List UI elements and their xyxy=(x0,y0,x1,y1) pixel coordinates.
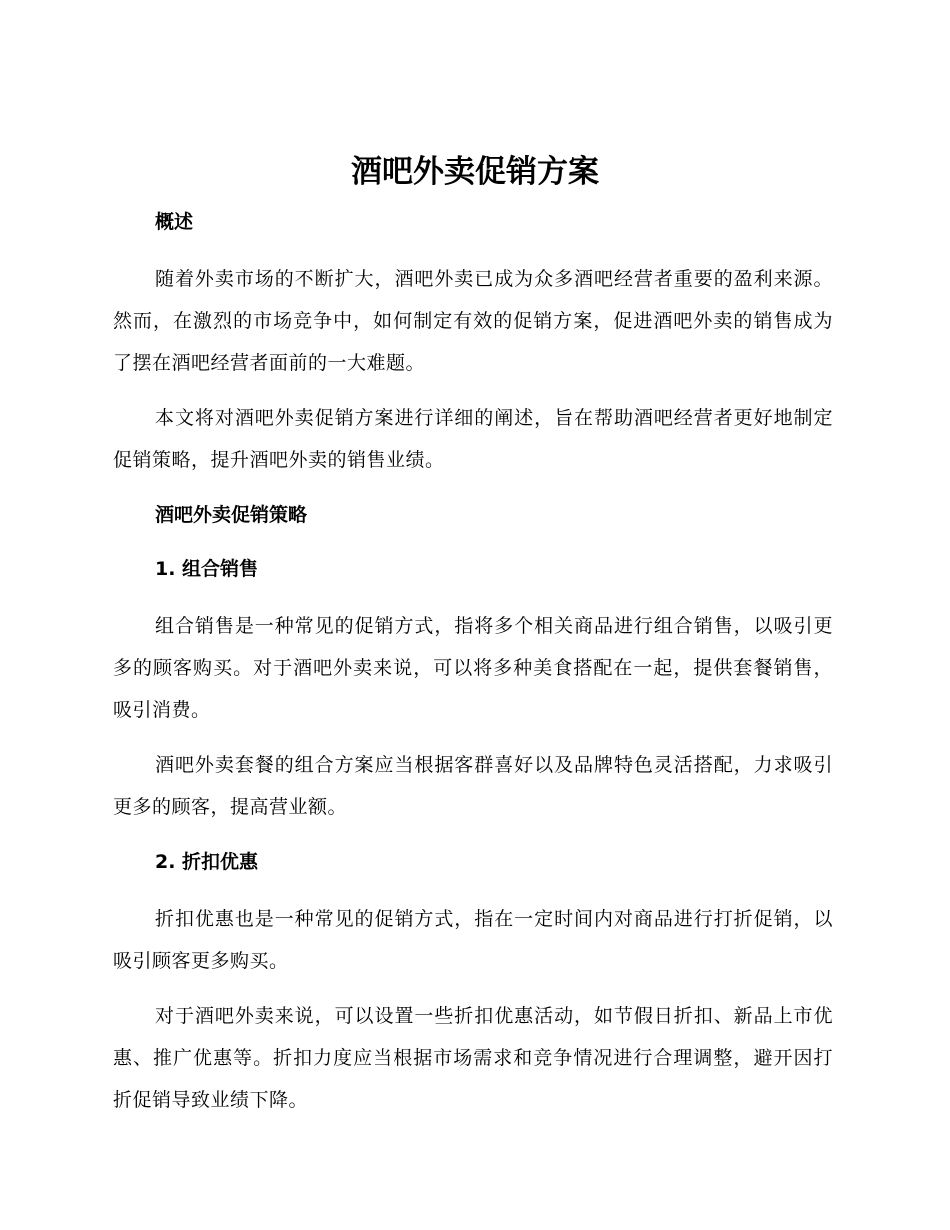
subsection-heading-combo: 1. 组合销售 xyxy=(155,558,259,580)
section-heading-overview: 概述 xyxy=(155,211,194,233)
section-heading-strategy: 酒吧外卖促销策略 xyxy=(155,504,308,526)
paragraph-discount-1: 折扣优惠也是一种常见的促销方式，指在一定时间内对商品进行打折促销，以吸引顾客更多购买。 xyxy=(113,908,833,972)
page-title: 酒吧外卖促销方案 xyxy=(351,154,599,190)
paragraph-combo-2: 酒吧外卖套餐的组合方案应当根据客群喜好以及品牌特色灵活搭配，力求吸引更多的顾客，提高营业额。 xyxy=(113,754,833,818)
paragraph-overview-1: 随着外卖市场的不断扩大，酒吧外卖已成为众多酒吧经营者重要的盈利来源。然而，在激烈的市场竞争中，如何制定有效的促销方案，促进酒吧外卖的销售成为了摆在酒吧经营者面前的一大难题。 xyxy=(113,268,833,374)
paragraph-discount-2: 对于酒吧外卖来说，可以设置一些折扣优惠活动，如节假日折扣、新品上市优惠、推广优惠等。折扣力度应当根据市场需求和竞争情况进行合理调整，避开因打折促销导致业绩下降。 xyxy=(113,1005,833,1111)
paragraph-overview-2: 本文将对酒吧外卖促销方案进行详细的阐述，旨在帮助酒吧经营者更好地制定促销策略，提升酒吧外卖的销售业绩。 xyxy=(113,407,833,471)
subsection-heading-discount: 2. 折扣优惠 xyxy=(155,851,259,873)
paragraph-combo-1: 组合销售是一种常见的促销方式，指将多个相关商品进行组合销售，以吸引更多的顾客购买。对于酒吧外卖来说，可以将多种美食搭配在一起，提供套餐销售，吸引消费。 xyxy=(113,615,833,721)
document-body xyxy=(113,200,833,1121)
